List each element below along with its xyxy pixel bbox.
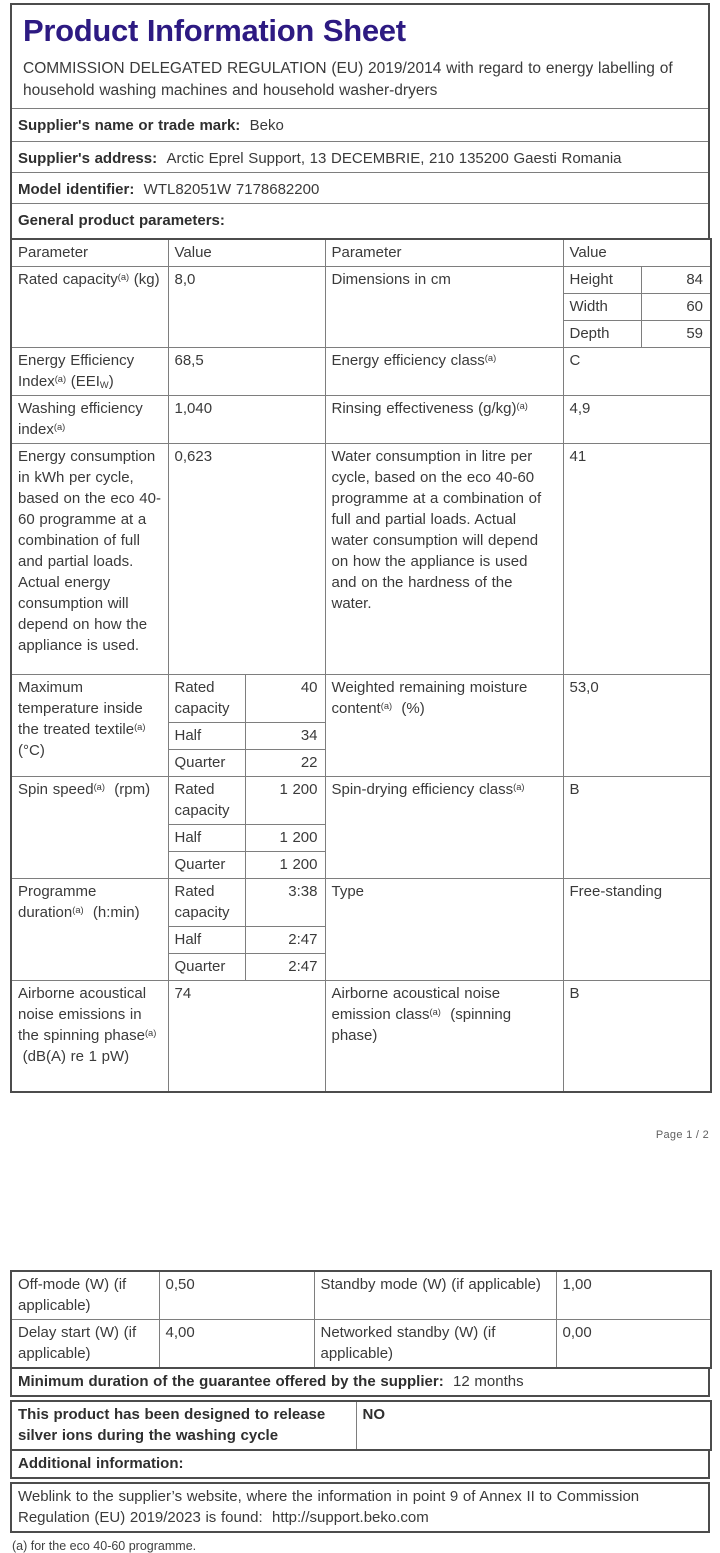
spin-speed-subtable [169, 777, 325, 878]
sub-label: Half [169, 825, 246, 852]
sub-value: 60 [642, 294, 711, 321]
document-sheet [10, 3, 710, 1553]
value-rated-capacity: 8,0 [168, 267, 325, 348]
value-energy-efficiency-index: 68,5 [168, 348, 325, 396]
header-table [10, 3, 710, 240]
param-networked-standby: Networked standby (W) (if applicable) [314, 1319, 556, 1368]
sub-label: Quarter [169, 852, 246, 879]
duration-row-quarter [169, 954, 325, 981]
param-standby-mode: Standby mode (W) (if applicable) [314, 1271, 556, 1320]
value-weighted-remaining-moisture: 53,0 [563, 675, 711, 777]
additional-information-table [10, 1449, 710, 1479]
sub-value: 84 [642, 267, 711, 294]
supplier-address-cell: Supplier's address: Arctic Eprel Support, 13 DECEMBRIE, 210 135200 Gaesti Romania [11, 141, 709, 172]
sub-value: 34 [246, 723, 325, 750]
row-spin-speed [11, 777, 711, 879]
page-title: Product Information Sheet [23, 13, 406, 48]
temp-row-half [169, 723, 325, 750]
model-identifier-cell: Model identifier: WTL82051W 7178682200 [11, 172, 709, 203]
guarantee-cell: Minimum duration of the guarantee offered by the supplier: 12 months [11, 1368, 709, 1396]
dimension-row-height [564, 267, 711, 294]
param-airborne-noise-class: Airborne acoustical noise emission class$^{(a)}$ (spinning phase) [325, 981, 563, 1092]
row-additional-information [11, 1450, 709, 1478]
value-delay-start: 4,00 [159, 1319, 314, 1368]
spin-row-rated [169, 777, 325, 825]
param-energy-efficiency-index: Energy Efficiency Index$^{(a)}$ $(EEI_W)$ [11, 348, 168, 396]
param-airborne-noise: Airborne acoustical noise emissions in the spinning phase$^{(a)}$ (dB(A) re 1 pW) [11, 981, 168, 1092]
col-header-parameter-2: Parameter [325, 239, 563, 267]
page-break-gap [10, 1093, 710, 1270]
param-maximum-temperature: Maximum temperature inside the treated textile$^{(a)}$ (°C) [11, 675, 168, 777]
row-guarantee [11, 1368, 709, 1396]
value-water-consumption: 41 [563, 444, 711, 675]
param-off-mode: Off-mode (W) (if applicable) [11, 1271, 159, 1320]
guarantee-table [10, 1367, 710, 1397]
spin-row-half [169, 825, 325, 852]
sub-value: 59 [642, 321, 711, 348]
sub-label: Half [169, 927, 246, 954]
page-indicator: Page 1 / 2 [655, 1128, 709, 1141]
sub-value: 22 [246, 750, 325, 777]
sub-label: Width [564, 294, 642, 321]
row-programme-duration [11, 879, 711, 981]
dimension-row-depth [564, 321, 711, 348]
sub-label: Rated capacity [174, 781, 230, 820]
sub-value: 1 200 [246, 852, 325, 879]
value-washing-efficiency-index: 1,040 [168, 396, 325, 444]
dimension-row-width [564, 294, 711, 321]
sub-value: 40 [246, 675, 325, 723]
supplier-name-cell: Supplier's name or trade mark: Beko [11, 108, 709, 141]
param-spin-drying-efficiency-class: Spin-drying efficiency class$^{(a)}$ [325, 777, 563, 879]
temp-row-quarter [169, 750, 325, 777]
value-type: Free-standing [563, 879, 711, 981]
sub-label: Half [169, 723, 246, 750]
value-spin-speed [168, 777, 325, 879]
param-weighted-remaining-moisture: Weighted remaining moisture content$^{(a)}$ (%) [325, 675, 563, 777]
row-washing-efficiency-index [11, 396, 711, 444]
col-header-parameter-1: Parameter [11, 239, 168, 267]
footnote-eco-programme: (a) for the eco 40-60 programme. [12, 1538, 197, 1553]
power-modes-table [10, 1270, 712, 1369]
general-parameters-heading: General product parameters: [11, 203, 709, 239]
value-off-mode: 0,50 [159, 1271, 314, 1320]
weblink-table [10, 1482, 710, 1533]
value-networked-standby: 0,00 [556, 1319, 711, 1368]
value-programme-duration [168, 879, 325, 981]
row-off-mode [11, 1271, 711, 1320]
row-maximum-temperature [11, 675, 711, 777]
duration-row-half [169, 927, 325, 954]
sub-label: Height [569, 271, 613, 289]
row-airborne-noise [11, 981, 711, 1092]
silver-ions-label: This product has been designed to release silver ions during the washing cycle [11, 1401, 356, 1450]
param-energy-consumption: Energy consumption in kWh per cycle, based on the eco 40-60 programme at a combination of full and partial loads. Actual energy consumption will depend on how the appliance is used. [11, 444, 168, 675]
sub-value: 3:38 [246, 879, 325, 927]
param-water-consumption: Water consumption in litre per cycle, based on the eco 40-60 programme at a combination of full and partial loads. Actual water consumption will depend on how the appliance is used and on the hardness of the water. [325, 444, 563, 675]
value-rinsing-effectiveness: 4,9 [563, 396, 711, 444]
row-delay-start [11, 1319, 711, 1368]
value-energy-efficiency-class: C [563, 348, 711, 396]
title-block [11, 4, 709, 108]
param-delay-start: Delay start (W) (if applicable) [11, 1319, 159, 1368]
duration-subtable [169, 879, 325, 980]
temperature-subtable [169, 675, 325, 776]
additional-information-cell: Additional information: [11, 1450, 709, 1478]
param-rated-capacity: Rated capacity$^{(a)}$ (kg) [11, 267, 168, 348]
row-rated-capacity [11, 267, 711, 348]
col-header-value-1: Value [168, 239, 325, 267]
value-spin-drying-efficiency-class: B [563, 777, 711, 879]
temp-row-rated [169, 675, 325, 723]
col-header-value-2: Value [563, 239, 711, 267]
param-energy-efficiency-class: Energy efficiency class$^{(a)}$ [325, 348, 563, 396]
row-energy-consumption [11, 444, 711, 675]
value-energy-consumption: 0,623 [168, 444, 325, 675]
param-spin-speed: Spin speed$^{(a)}$ (rpm) [11, 777, 168, 879]
supplier-name-row [11, 108, 709, 141]
sub-label: Rated capacity [174, 679, 230, 718]
silver-ions-table [10, 1400, 712, 1451]
sub-value: 1 200 [246, 777, 325, 825]
value-airborne-noise-class: B [563, 981, 711, 1092]
param-washing-efficiency-index: Washing efficiency index$^{(a)}$ [11, 396, 168, 444]
value-airborne-noise: 74 [168, 981, 325, 1092]
sub-label: Rated capacity [174, 883, 230, 922]
section-heading-row [11, 203, 709, 239]
param-programme-duration: Programme duration$^{(a)}$ (h:min) [11, 879, 168, 981]
row-weblink [11, 1483, 709, 1532]
param-type: Type [325, 879, 563, 981]
regulation-subtitle: COMMISSION DELEGATED REGULATION (EU) 2019/2014 with regard to energy labelling of household washing machines and household washer-dryers [23, 59, 673, 99]
duration-row-rated [169, 879, 325, 927]
sub-value: 1 200 [246, 825, 325, 852]
spin-row-quarter [169, 852, 325, 879]
row-energy-efficiency-index [11, 348, 711, 396]
sub-label: Quarter [169, 954, 246, 981]
model-identifier-row [11, 172, 709, 203]
sub-value: 2:47 [246, 954, 325, 981]
param-dimensions: Dimensions in cm [325, 267, 563, 348]
dimensions-subtable [564, 267, 711, 347]
title-row [11, 4, 709, 108]
sub-label: Quarter [169, 750, 246, 777]
value-standby-mode: 1,00 [556, 1271, 711, 1320]
row-silver-ions [11, 1401, 711, 1450]
value-maximum-temperature [168, 675, 325, 777]
sub-value: 2:47 [246, 927, 325, 954]
value-dimensions [563, 267, 711, 348]
general-parameters-table [10, 238, 712, 1093]
param-table-header-row [11, 239, 711, 267]
param-rinsing-effectiveness: Rinsing effectiveness $(g/kg)^{(a)}$ [325, 396, 563, 444]
sub-label: Depth [564, 321, 642, 348]
silver-ions-value: NO [356, 1401, 711, 1450]
supplier-address-row [11, 141, 709, 172]
weblink-cell: Weblink to the supplier’s website, where the information in point 9 of Annex II to Commission Regulation (EU) 2019/2023 is found: http://support.beko.com [11, 1483, 709, 1532]
